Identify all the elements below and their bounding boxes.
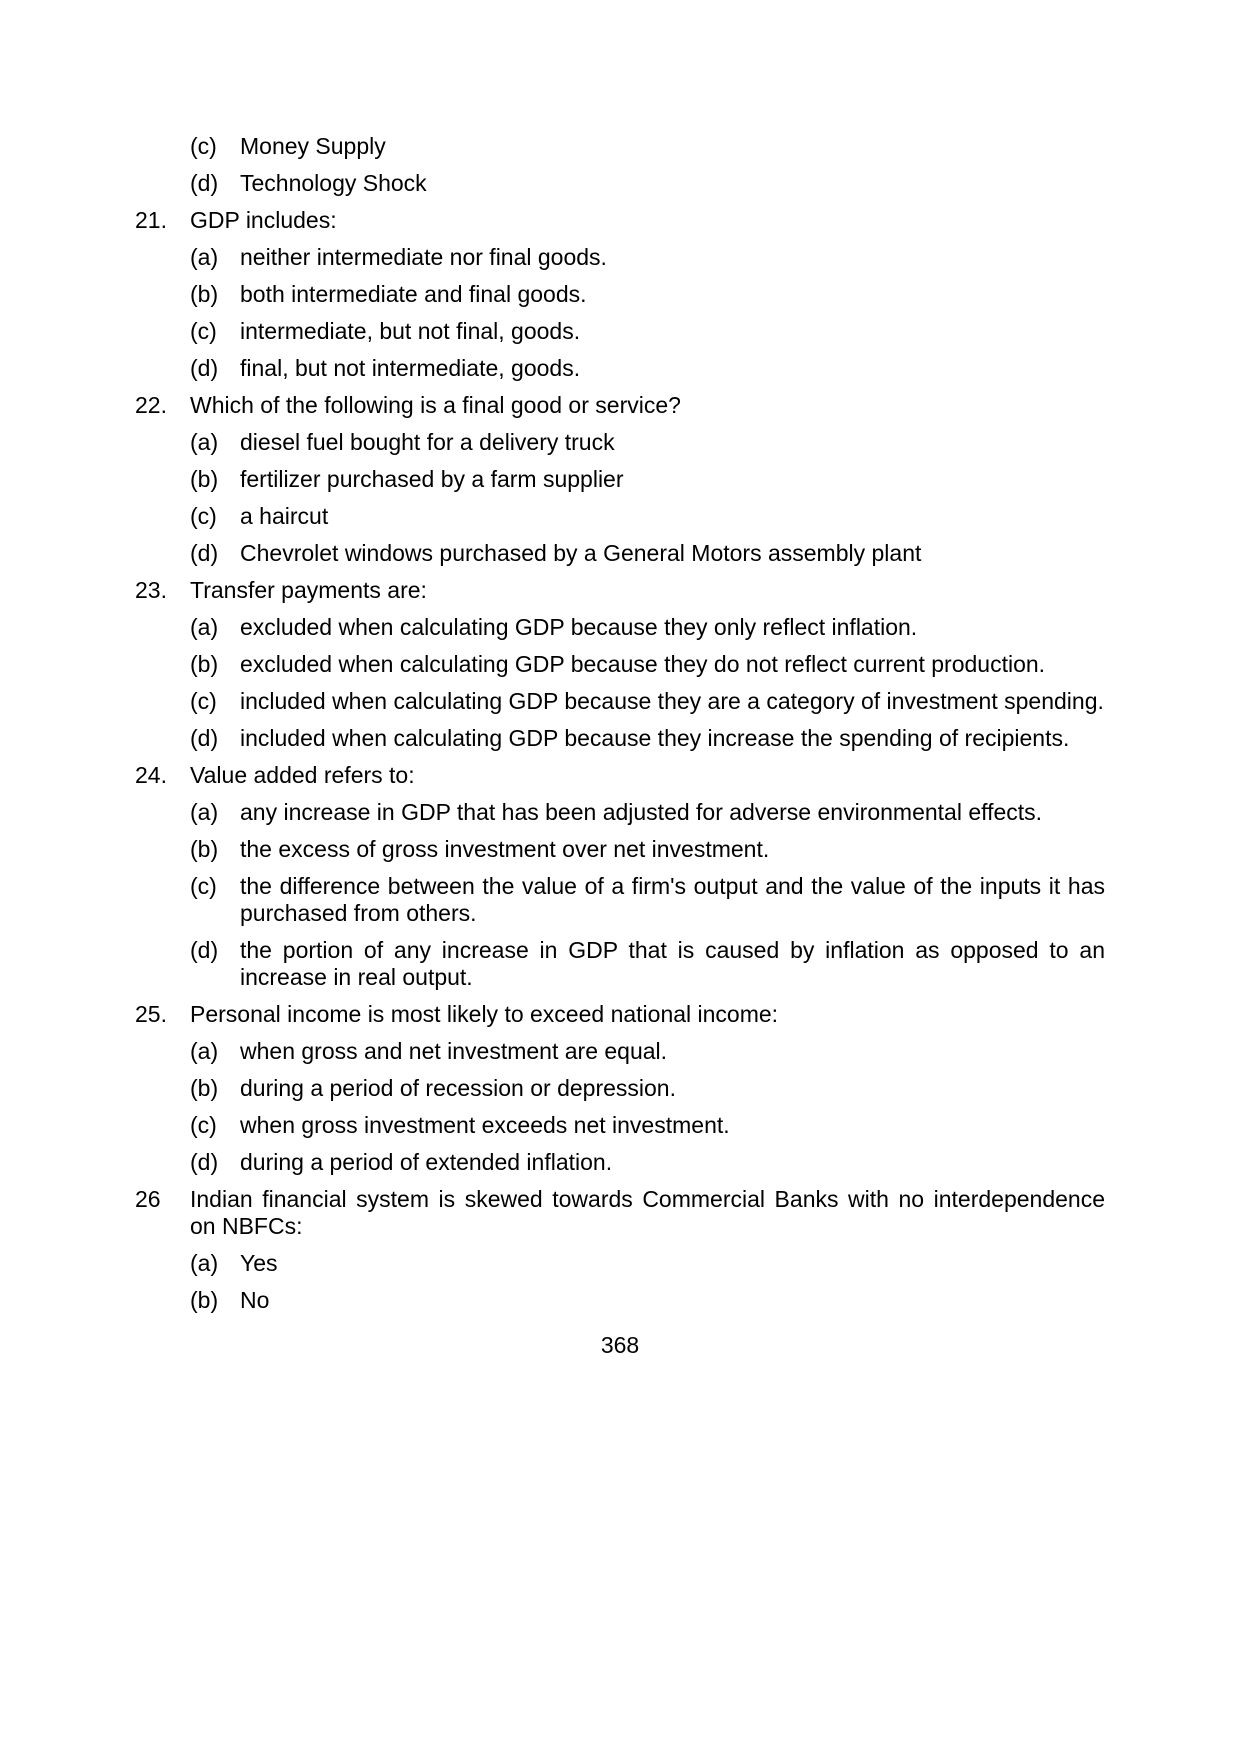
option-row bbox=[190, 503, 1105, 530]
option-letter: (b) bbox=[190, 836, 219, 862]
option-letter: (a) bbox=[190, 1038, 219, 1064]
option-text: the difference between the value of a firm's output and the value of the inputs it has purchased from others. bbox=[240, 873, 1105, 926]
option-row bbox=[190, 937, 1105, 991]
option-letter: (a) bbox=[190, 614, 219, 640]
option-row bbox=[190, 281, 1105, 308]
option-row bbox=[190, 1250, 1105, 1277]
option-row bbox=[190, 133, 1105, 160]
option-text: when gross investment exceeds net investment. bbox=[240, 1112, 730, 1138]
option-row bbox=[190, 466, 1105, 493]
option-text: during a period of extended inflation. bbox=[240, 1149, 613, 1175]
question-number: 23. bbox=[135, 577, 167, 603]
page-number: 368 bbox=[600, 1332, 640, 1358]
option-text: excluded when calculating GDP because they do not reflect current production. bbox=[240, 651, 1046, 677]
option-text: Technology Shock bbox=[240, 170, 427, 196]
option-text: Chevrolet windows purchased by a General Motors assembly plant bbox=[240, 540, 922, 566]
option-text: excluded when calculating GDP because they only reflect inflation. bbox=[240, 614, 918, 640]
option-row bbox=[190, 1038, 1105, 1065]
option-text: intermediate, but not final, goods. bbox=[240, 318, 581, 344]
option-text: neither intermediate nor final goods. bbox=[240, 244, 607, 270]
option-letter: (a) bbox=[190, 429, 219, 455]
question-number: 21. bbox=[135, 207, 167, 233]
question-row bbox=[135, 762, 1105, 789]
question-number: 24. bbox=[135, 762, 167, 788]
option-row bbox=[190, 725, 1105, 752]
option-letter: (b) bbox=[190, 281, 219, 307]
option-letter: (d) bbox=[190, 540, 219, 566]
option-row bbox=[190, 1287, 1105, 1314]
question-row bbox=[135, 207, 1105, 234]
question-stem: Indian financial system is skewed towards Commercial Banks with no interdependence on NBFCs: bbox=[190, 1186, 1105, 1239]
option-text: Yes bbox=[240, 1250, 278, 1276]
option-row bbox=[190, 318, 1105, 345]
option-text: diesel fuel bought for a delivery truck bbox=[240, 429, 615, 455]
question-row bbox=[135, 1186, 1105, 1240]
option-row bbox=[190, 170, 1105, 197]
option-row bbox=[190, 873, 1105, 927]
question-stem: Which of the following is a final good or service? bbox=[190, 392, 681, 418]
option-row bbox=[190, 1149, 1105, 1176]
question-row bbox=[135, 577, 1105, 604]
option-text: a haircut bbox=[240, 503, 329, 529]
option-row bbox=[190, 688, 1105, 715]
option-letter: (a) bbox=[190, 244, 219, 270]
option-letter: (d) bbox=[190, 937, 219, 963]
option-row bbox=[190, 836, 1105, 863]
option-text: any increase in GDP that has been adjusted for adverse environmental effects. bbox=[240, 799, 1043, 825]
option-letter: (c) bbox=[190, 503, 217, 529]
option-text: both intermediate and final goods. bbox=[240, 281, 587, 307]
option-text: included when calculating GDP because they increase the spending of recipients. bbox=[240, 725, 1070, 751]
option-row bbox=[190, 1075, 1105, 1102]
option-letter: (d) bbox=[190, 725, 219, 751]
question-number: 25. bbox=[135, 1001, 167, 1027]
option-letter: (d) bbox=[190, 170, 219, 196]
question-stem: GDP includes: bbox=[190, 207, 337, 233]
option-text: during a period of recession or depression. bbox=[240, 1075, 676, 1101]
option-letter: (d) bbox=[190, 355, 219, 381]
option-text: No bbox=[240, 1287, 270, 1313]
option-row bbox=[190, 651, 1105, 678]
option-letter: (a) bbox=[190, 1250, 219, 1276]
question-stem: Personal income is most likely to exceed national income: bbox=[190, 1001, 779, 1027]
option-letter: (b) bbox=[190, 1287, 219, 1313]
option-row bbox=[190, 540, 1105, 567]
option-row bbox=[190, 1112, 1105, 1139]
option-row bbox=[190, 244, 1105, 271]
question-row bbox=[135, 392, 1105, 419]
option-text: the excess of gross investment over net investment. bbox=[240, 836, 770, 862]
option-letter: (b) bbox=[190, 466, 219, 492]
option-letter: (c) bbox=[190, 133, 217, 159]
question-stem: Value added refers to: bbox=[190, 762, 415, 788]
option-letter: (c) bbox=[190, 318, 217, 344]
option-text: Money Supply bbox=[240, 133, 386, 159]
option-letter: (b) bbox=[190, 1075, 219, 1101]
option-text: when gross and net investment are equal. bbox=[240, 1038, 668, 1064]
option-text: final, but not intermediate, goods. bbox=[240, 355, 581, 381]
option-row bbox=[190, 429, 1105, 456]
option-letter: (c) bbox=[190, 688, 217, 714]
option-text: the portion of any increase in GDP that is caused by inflation as opposed to an increase in real output. bbox=[240, 937, 1105, 990]
option-letter: (c) bbox=[190, 873, 217, 899]
option-row bbox=[190, 799, 1105, 826]
option-row bbox=[190, 614, 1105, 641]
question-number: 22. bbox=[135, 392, 167, 418]
option-row bbox=[190, 355, 1105, 382]
option-letter: (b) bbox=[190, 651, 219, 677]
question-number: 26 bbox=[135, 1186, 161, 1212]
option-letter: (c) bbox=[190, 1112, 217, 1138]
option-letter: (d) bbox=[190, 1149, 219, 1175]
question-stem: Transfer payments are: bbox=[190, 577, 427, 603]
option-text: fertilizer purchased by a farm supplier bbox=[240, 466, 624, 492]
question-row bbox=[135, 1001, 1105, 1028]
option-text: included when calculating GDP because they are a category of investment spending. bbox=[240, 688, 1104, 714]
option-letter: (a) bbox=[190, 799, 219, 825]
